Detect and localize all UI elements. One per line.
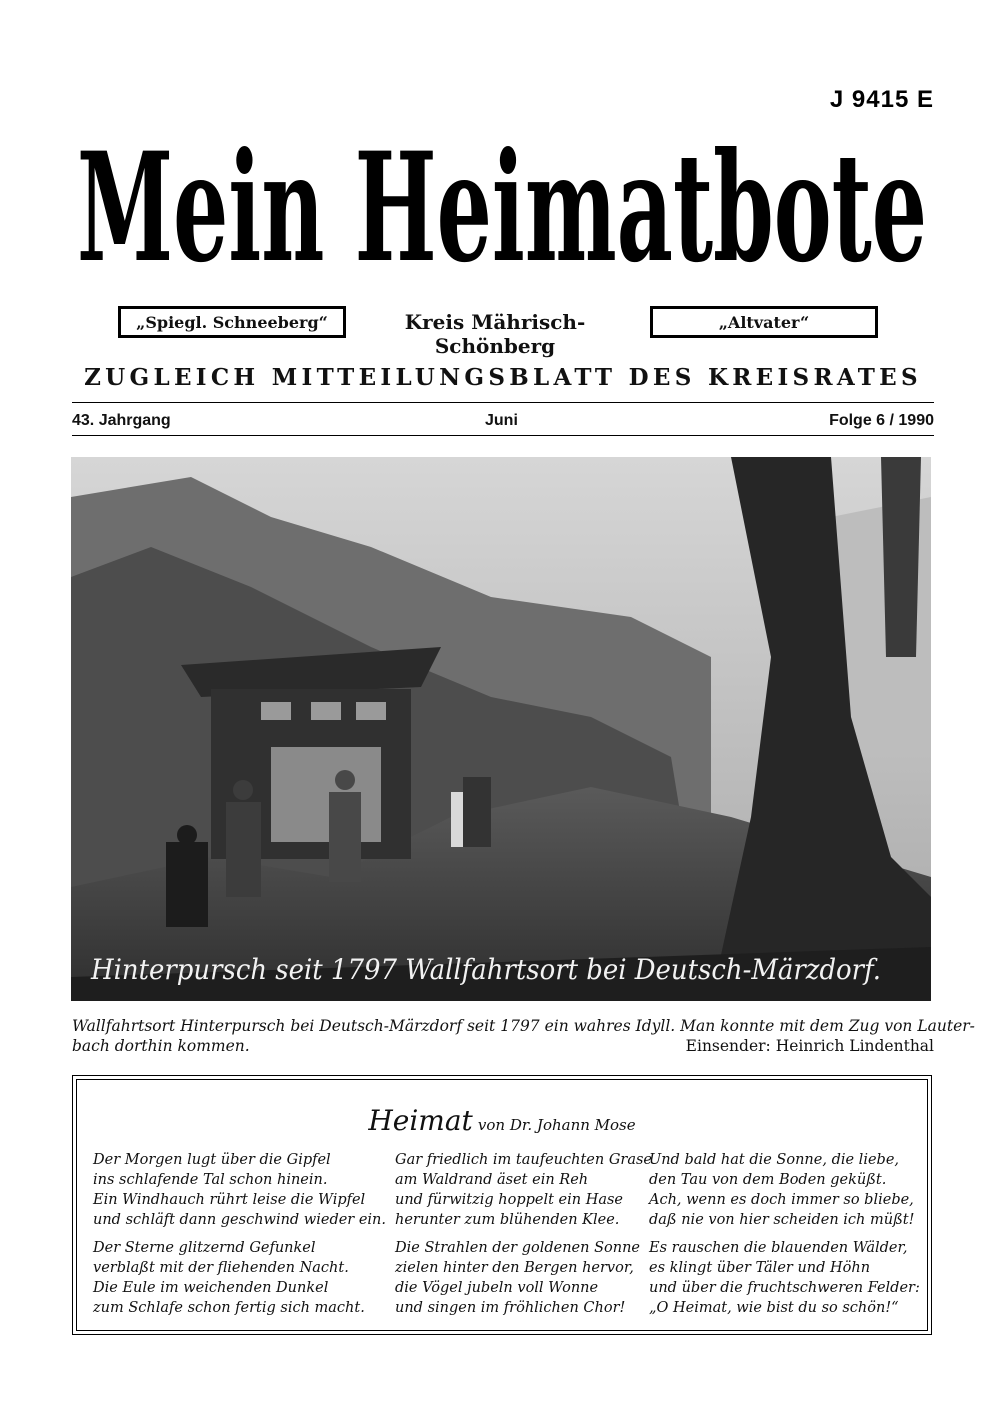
- poem-line: die Vögel jubeln voll Wonne: [395, 1280, 599, 1296]
- masthead-subrow: [118, 306, 878, 358]
- poem-column-3: [649, 1150, 920, 1326]
- poem-line: Der Morgen lugt über die Gipfel: [93, 1152, 331, 1168]
- poem-stanza: [93, 1238, 365, 1318]
- poem-line: am Waldrand äset ein Reh: [395, 1172, 589, 1188]
- poem-line: „O Heimat, wie bist du so schön!“: [649, 1300, 899, 1316]
- right-region-box: „Altvater“: [650, 306, 878, 338]
- masthead-title-text: Mein Heimatbote: [77, 120, 927, 296]
- left-region-box: „Spiegl. Schneeberg“: [118, 306, 346, 338]
- poem-author: von Dr. Johann Mose: [477, 1116, 636, 1134]
- poem-line: und singen im fröhlichen Chor!: [395, 1300, 626, 1316]
- caption-line-2: bach dorthin kommen.: [72, 1037, 250, 1055]
- issue-number: Folge 6 / 1990: [829, 412, 934, 429]
- poem-line: Der Sterne glitzernd Gefunkel: [93, 1240, 316, 1256]
- caption-line-1: Wallfahrtsort Hinterpursch bei Deutsch-Märzdorf seit 1797 ein wahres Idyll. Man konnte mit dem Zug von Lauter-: [72, 1017, 975, 1035]
- poem-line: und fürwitzig hoppelt ein Hase: [395, 1192, 624, 1208]
- subtitle: ZUGLEICH MITTEILUNGSBLATT DES KREISRATES: [84, 364, 922, 391]
- poem-box: [72, 1075, 932, 1335]
- poem-column-1: [93, 1150, 387, 1326]
- poem-heading: [73, 1104, 931, 1137]
- poem-line: es klingt über Täler und Höhn: [649, 1260, 871, 1276]
- volume: 43. Jahrgang: [72, 412, 171, 429]
- photo-caption: [72, 1016, 975, 1056]
- poem-line: zum Schlafe schon fertig sich macht.: [93, 1300, 365, 1316]
- poem-line: Gar friedlich im taufeuchten Grase: [395, 1152, 652, 1168]
- poem-line: zielen hinter den Bergen hervor,: [395, 1260, 634, 1276]
- month: Juni: [485, 412, 518, 429]
- poem-line: ins schlafende Tal schon hinein.: [93, 1172, 328, 1188]
- poem-line: Und bald hat die Sonne, die liebe,: [649, 1152, 900, 1168]
- poem-stanza: [93, 1150, 387, 1230]
- poem-stanza: [649, 1150, 915, 1230]
- photo-inscription: Hinterpursch seit 1797 Wallfahrtsort bei Deutsch-Märzdorf.: [90, 953, 881, 986]
- poem-line: Ach, wenn es doch immer so bliebe,: [649, 1192, 914, 1208]
- publication-code: J 9415 E: [829, 86, 934, 113]
- poem-line: verblaßt mit der fliehenden Nacht.: [93, 1260, 349, 1276]
- poem-stanza: [395, 1150, 652, 1230]
- poem-line: Es rauschen die blauenden Wälder,: [649, 1240, 908, 1256]
- district-name: Kreis Mährisch-Schönberg: [404, 310, 586, 358]
- poem-line: Die Eule im weichenden Dunkel: [93, 1280, 329, 1296]
- rule-top: [72, 402, 934, 403]
- caption-sender: Einsender: Heinrich Lindenthal: [685, 1037, 934, 1055]
- poem-line: Ein Windhauch rührt leise die Wipfel: [93, 1192, 366, 1208]
- issue-info-row: [72, 410, 934, 434]
- poem-column-2: [395, 1150, 652, 1326]
- poem-line: und schläft dann geschwind wieder ein.: [93, 1212, 387, 1228]
- masthead-title: [70, 110, 935, 300]
- poem-title: Heimat: [368, 1104, 473, 1137]
- poem-line: daß nie von hier scheiden ich müßt!: [649, 1212, 915, 1228]
- poem-line: und über die fruchtschweren Felder:: [649, 1280, 920, 1296]
- poem-stanza: [649, 1238, 920, 1318]
- poem-stanza: [395, 1238, 645, 1318]
- poem-line: herunter zum blühenden Klee.: [395, 1212, 620, 1228]
- poem-line: den Tau von dem Boden geküßt.: [649, 1172, 887, 1188]
- poem-line: Die Strahlen der goldenen Sonne: [395, 1240, 640, 1256]
- rule-bottom: [72, 435, 934, 436]
- pilgrimage-photo: [71, 457, 931, 1001]
